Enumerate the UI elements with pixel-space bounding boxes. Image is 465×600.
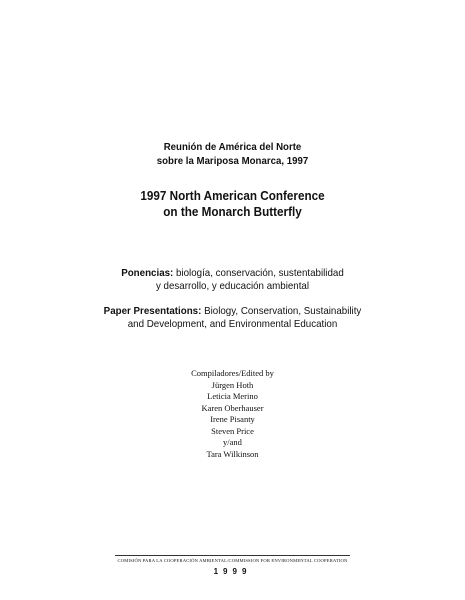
papers-spanish	[16, 267, 448, 293]
english-title-line-1: 1997 North American Conference	[140, 188, 325, 203]
editor-name: Leticia Merino	[207, 391, 258, 401]
editor-name: Jürgen Hoth	[211, 379, 254, 390]
papers-spanish-line-2: y desarrollo, y educación ambiental	[155, 280, 310, 292]
footer-divider	[115, 555, 350, 556]
spanish-title-line-2: sobre la Mariposa Monarca, 1997	[156, 155, 309, 167]
papers-english	[16, 305, 448, 331]
papers-spanish-label: Ponencias:	[121, 267, 174, 279]
publication-year: 1999	[213, 567, 252, 576]
editors-conjunction: y/and	[223, 437, 242, 447]
editors-list	[0, 368, 465, 460]
editor-name: Irene Pisanty	[210, 414, 255, 424]
editor-name: Tara Wilkinson	[206, 448, 259, 459]
editor-name: Karen Oberhauser	[201, 402, 264, 413]
publisher-line: COMISIÓN PARA LA COOPERACIÓN AMBIENTAL/COMMISSION FOR ENVIRONMENTAL COOPERATION	[117, 558, 348, 563]
papers-english-text-1: Biology, Conservation, Sustainability	[201, 305, 362, 317]
papers-english-line-1	[16, 305, 448, 318]
papers-english-line-2: and Development, and Environmental Education	[127, 318, 338, 330]
english-title	[23, 188, 442, 220]
spanish-title-line-1: Reunión de América del Norte	[163, 141, 302, 153]
papers-english-label: Paper Presentations:	[103, 305, 202, 317]
editors-heading: Compiladores/Edited by	[191, 368, 274, 378]
papers-spanish-line-1	[16, 267, 448, 280]
papers-spanish-text-1: biología, conservación, sustentabilidad	[173, 267, 344, 279]
editor-name: Steven Price	[211, 425, 254, 436]
english-title-line-2: on the Monarch Butterfly	[163, 204, 302, 219]
spanish-title	[19, 140, 447, 168]
